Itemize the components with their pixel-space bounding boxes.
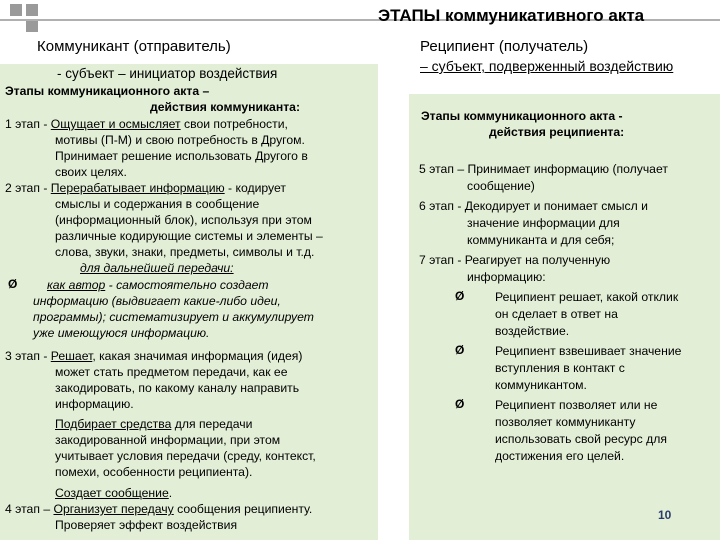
decor-square bbox=[26, 20, 38, 32]
stage-2-text: различные кодирующие системы и элементы – bbox=[55, 229, 323, 243]
stage-4-text: Проверяет эффект воздействия bbox=[55, 518, 238, 532]
decor-square bbox=[10, 4, 22, 16]
recipient-bullet-3-text: использовать свой ресурс для bbox=[495, 432, 667, 446]
arrow-bullet-icon: Ø bbox=[8, 277, 18, 291]
stages-heading: действия коммуниканта: bbox=[150, 100, 301, 114]
stage-3-text: может стать предметом передачи, как ее bbox=[55, 365, 288, 379]
recipient-bullet-3-text: достижения его целей. bbox=[495, 449, 625, 463]
recipient-panel bbox=[409, 94, 720, 540]
stage-2-text: смыслы и содержания в сообщение bbox=[55, 197, 260, 211]
stage-2-text: слова, звуки, знаки, предметы, символы и т.д. bbox=[55, 245, 315, 259]
bullet-author-text: программы); систематизирует и аккумулирует bbox=[33, 310, 314, 324]
stage-2-text: для дальнейшей передачи: bbox=[80, 261, 234, 275]
recipient-subtitle: – субъект, подверженный воздействию bbox=[420, 58, 674, 74]
communicant-heading: Коммуникант (отправитель) bbox=[37, 38, 231, 55]
recipient-bullet-1: Реципиент решает, какой отклик bbox=[495, 290, 679, 304]
stage-7-text: информацию: bbox=[467, 270, 546, 284]
recipient-bullet-2-text: вступления в контакт с bbox=[495, 361, 625, 375]
recipient-bullet-3: Реципиент позволяет или не bbox=[495, 398, 658, 412]
communicant-subtitle: - субъект – инициатор воздействия bbox=[57, 66, 278, 81]
stage-3-text: учитывает условия передачи (среду, контекст, bbox=[55, 449, 316, 463]
stage-6: 6 этап - Декодирует и понимает смысл и bbox=[419, 199, 648, 213]
communicant-panel bbox=[0, 64, 378, 540]
stage-3-text: закодированной информации, при этом bbox=[55, 433, 281, 447]
stage-3-text: Подбирает средства для передачи bbox=[55, 417, 253, 431]
stage-5: 5 этап – Принимает информацию (получает bbox=[419, 162, 668, 176]
stages-heading: Этапы коммуникационного акта - bbox=[421, 109, 623, 123]
stages-heading: Этапы коммуникационного акта – bbox=[5, 84, 210, 98]
bullet-author-text: уже имеющуюся информацию. bbox=[33, 326, 210, 340]
recipient-bullet-3-text: позволяет коммуниканту bbox=[495, 415, 636, 429]
recipient-bullet-1-text: он сделает в ответ на bbox=[495, 307, 618, 321]
stage-1-text: Принимает решение использовать Другого в bbox=[55, 149, 308, 163]
recipient-bullet-1-text: воздействие. bbox=[495, 324, 570, 338]
slide-title: ЭТАПЫ коммуникативного акта bbox=[378, 6, 645, 25]
stage-1: 1 этап - Ощущает и осмысляет свои потребности, bbox=[5, 117, 288, 131]
bullet-author: как автор - самостоятельно создает bbox=[47, 278, 269, 292]
stage-6-text: значение информации для bbox=[467, 216, 620, 230]
stage-3: 3 этап - Решает, какая значимая информация (идея) bbox=[5, 349, 303, 363]
stage-3-text: закодировать, по какому каналу направить bbox=[55, 381, 300, 395]
stage-4: 4 этап – Организует передачу сообщения реципиенту. bbox=[5, 502, 313, 516]
bullet-author-text: информацию (выдвигает какие-либо идеи, bbox=[33, 294, 281, 308]
decor-square bbox=[26, 4, 38, 16]
stage-7: 7 этап - Реагирует на полученную bbox=[419, 253, 611, 267]
stage-6-text: коммуниканта и для себя; bbox=[467, 233, 615, 247]
stage-5-text: сообщение) bbox=[467, 179, 535, 193]
stages-heading: действия реципиента: bbox=[489, 125, 625, 139]
stage-3-text: Создает сообщение. bbox=[55, 486, 173, 500]
arrow-bullet-icon: Ø bbox=[455, 343, 465, 357]
stage-2: 2 этап - Перерабатывает информацию - кодирует bbox=[5, 181, 286, 195]
recipient-bullet-2-text: коммуникантом. bbox=[495, 378, 587, 392]
stage-1-text: мотивы (П-М) и свою потребность в Другом. bbox=[55, 133, 305, 147]
stage-1-text: своих целях. bbox=[55, 165, 127, 179]
stage-2-text: (информационный блок), используя при этом bbox=[55, 213, 312, 227]
arrow-bullet-icon: Ø bbox=[455, 397, 465, 411]
page-number: 10 bbox=[658, 508, 672, 522]
stage-3-text: информацию. bbox=[55, 397, 134, 411]
recipient-bullet-2: Реципиент взвешивает значение bbox=[495, 344, 682, 358]
stage-3-text: помехи, особенности реципиента). bbox=[55, 465, 253, 479]
recipient-heading: Реципиент (получатель) bbox=[420, 38, 589, 55]
arrow-bullet-icon: Ø bbox=[455, 289, 465, 303]
